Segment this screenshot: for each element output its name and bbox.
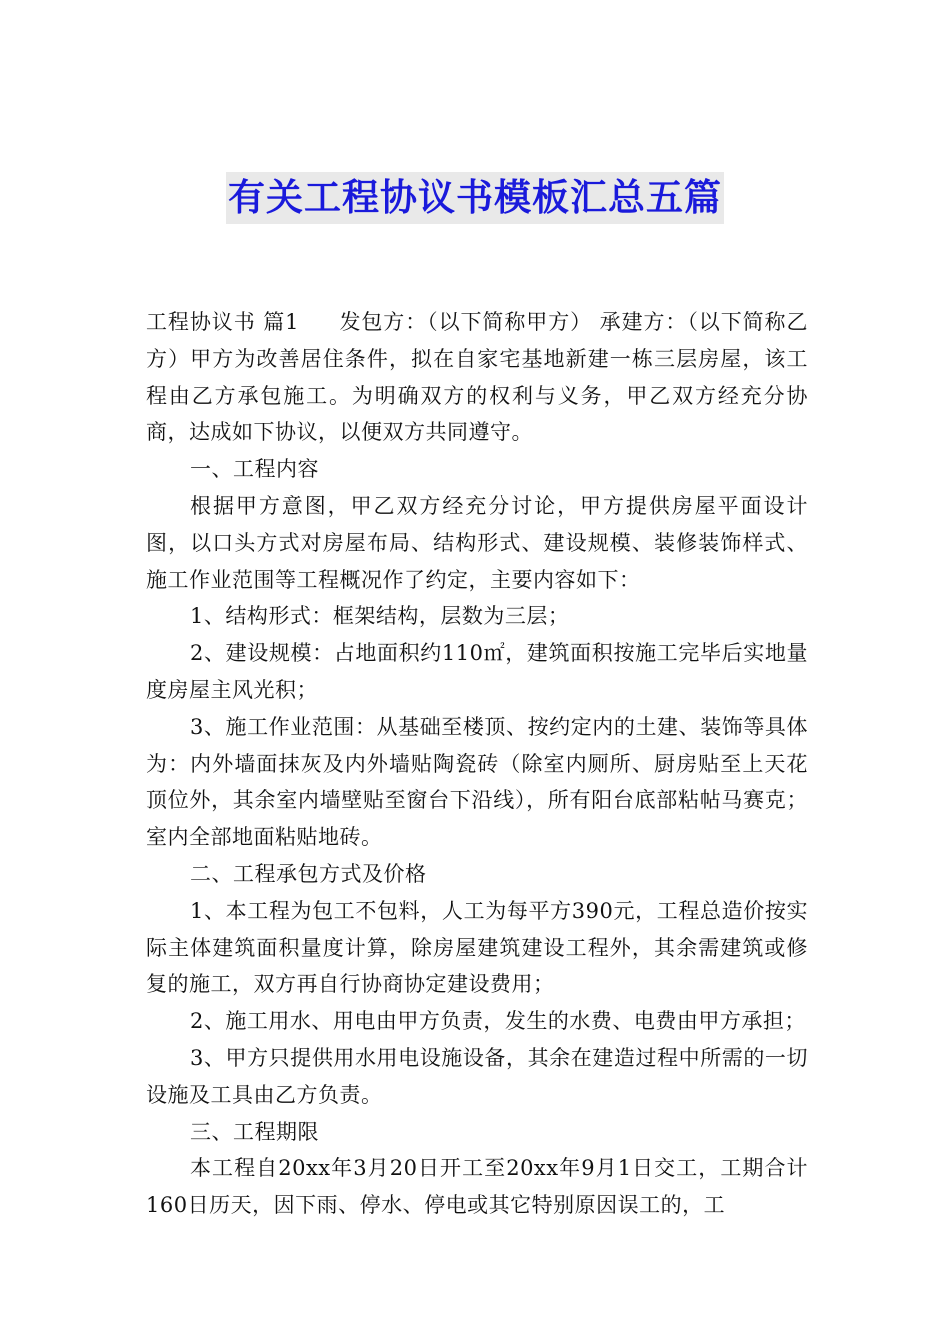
- document-body: [146, 304, 808, 1224]
- intro-text: 发包方：（以下简称甲方） 承建方：（以下简称乙方）甲方为改善居住条件，拟在自家宅基地新建一栋三层房屋，该工程由乙方承包施工。为明确双方的权利与义务，甲乙双方经充分协商，达成如下协议，以便双方共同遵守。: [146, 310, 808, 445]
- clause-item: 1、结构形式：框架结构，层数为三层；: [190, 604, 570, 629]
- section-heading-article-1: 工程协议书 篇1: [146, 310, 300, 334]
- section-heading: 三、工程期限: [190, 1119, 319, 1144]
- clause-item: 1、本工程为包工不包料，人工为每平方390元，工程总造价按实际主体建筑面积量度计算，除房屋建筑建设工程外，其余需建筑或修复的施工，双方再自行协商协定建设费用；: [146, 898, 808, 997]
- intro-paragraph: [146, 304, 808, 451]
- document-title: 有关工程协议书模板汇总五篇: [226, 172, 724, 224]
- clause-item: 2、建设规模：占地面积约110㎡，建筑面积按施工完毕后实地量度房屋主风光积；: [146, 641, 808, 702]
- section-heading: 二、工程承包方式及价格: [190, 861, 427, 886]
- clause-item: 2、施工用水、用电由甲方负责，发生的水费、电费由甲方承担；: [190, 1009, 806, 1034]
- title-block: [0, 172, 950, 224]
- clause-item: 3、施工作业范围：从基础至楼顶、按约定内的土建、装饰等具体为：内外墙面抹灰及内外墙贴陶瓷砖（除室内厕所、厨房贴至上天花顶位外，其余室内墙壁贴至窗台下沿线），所有阳台底部粘帖马赛克；室内全部地面粘贴地砖。: [146, 714, 808, 850]
- section-heading: 一、工程内容: [190, 457, 319, 482]
- body-paragraph: 本工程自20xx年3月20日开工至20xx年9月1日交工，工期合计160日历天，因下雨、停水、停电或其它特别原因误工的，工: [146, 1156, 808, 1218]
- clause-item: 3、甲方只提供用水用电设施设备，其余在建造过程中所需的一切设施及工具由乙方负责。: [146, 1045, 808, 1107]
- body-paragraph: 根据甲方意图，甲乙双方经充分讨论，甲方提供房屋平面设计图，以口头方式对房屋布局、结构形式、建设规模、装修装饰样式、施工作业范围等工程概况作了约定，主要内容如下：: [146, 493, 808, 592]
